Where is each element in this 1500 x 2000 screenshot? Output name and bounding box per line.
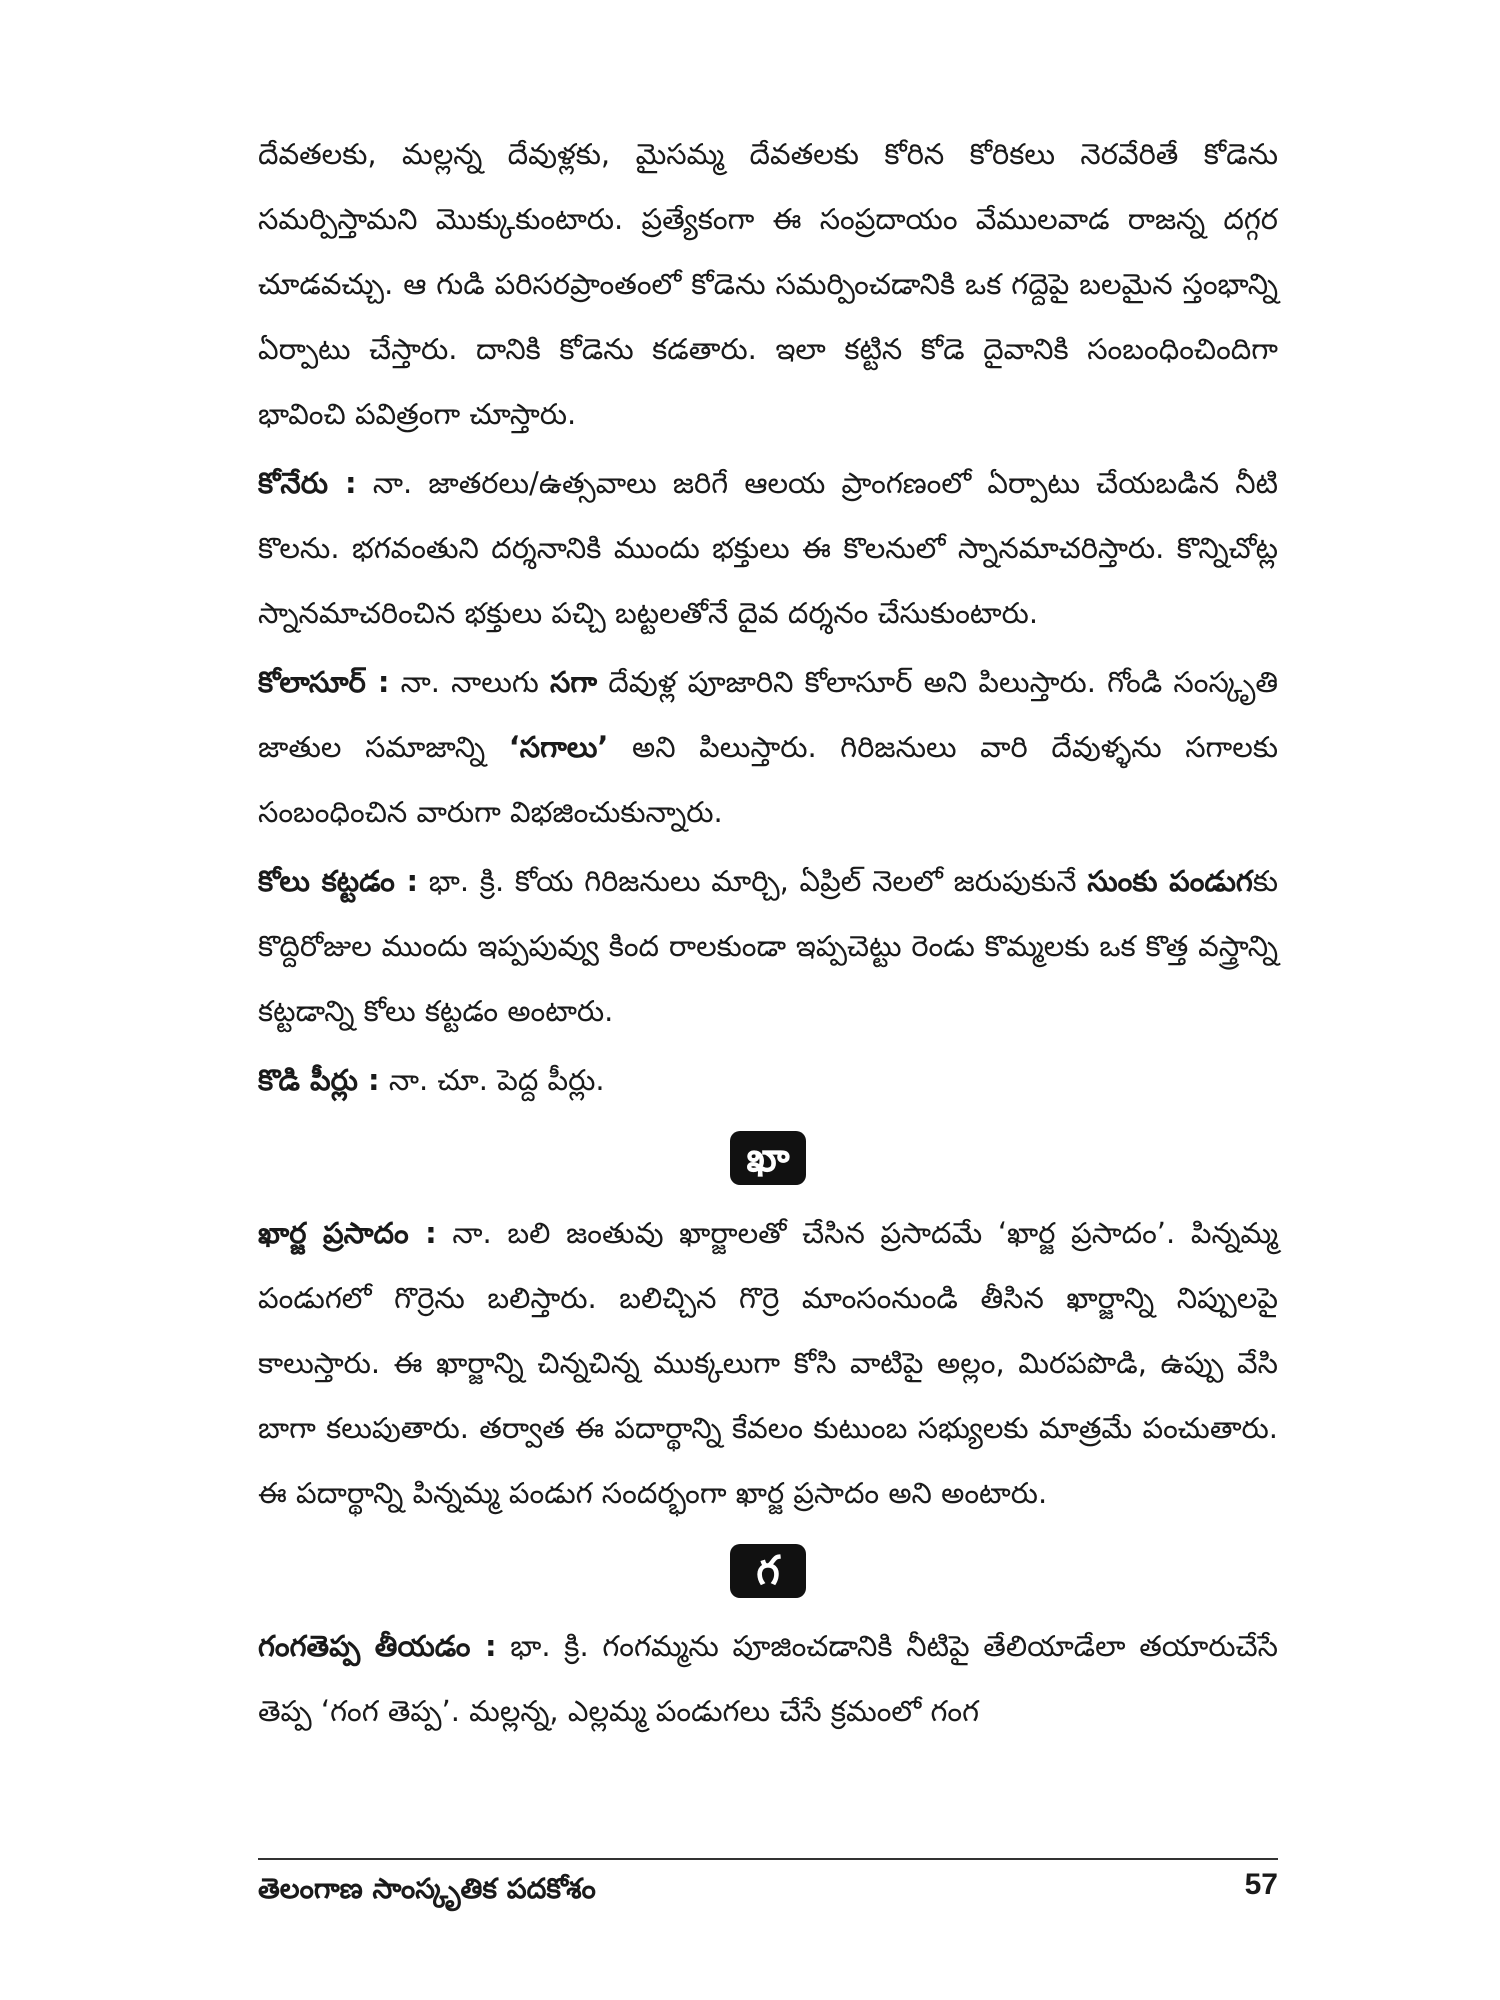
entry-kolu-kattadam bbox=[258, 849, 1278, 1044]
page-content bbox=[258, 122, 1278, 1748]
entry-term: కోలాసూర్ : bbox=[258, 665, 390, 699]
entry-term: కోనేరు : bbox=[258, 466, 357, 500]
entry-kharja-prasadam bbox=[258, 1201, 1278, 1526]
section-letter-badge: గ bbox=[730, 1544, 806, 1598]
entry-gangateppa bbox=[258, 1614, 1278, 1744]
section-letter-ga bbox=[258, 1544, 1278, 1598]
page-number: 57 bbox=[1244, 1868, 1278, 1901]
entry-kodi-peerlu bbox=[258, 1048, 1278, 1113]
entry-term: ఖార్జ ప్రసాదం : bbox=[258, 1216, 437, 1250]
entry-definition: నా. బలి జంతువు ఖార్జాలతో చేసిన ప్రసాదమే ‘ఖార్జ ప్రసాదం’. పిన్నమ్మ పండుగలో గొర్రెను బలిస్తారు. బలిచ్చిన గొర్రె మాంసంనుండి తీసిన ఖార్జాన్ని నిప్పులపై కాలుస్తారు. ఈ ఖార్జాన్ని చిన్నచిన్న ముక్కలుగా కోసి వాటిపై అల్లం, మిరపపొడి, ఉప్పు వేసి బాగా కలుపుతారు. తర్వాత ఈ పదార్థాన్ని కేవలం కుటుంబ సభ్యులకు మాత్రమే పంచుతారు. ఈ పదార్థాన్ని పిన్నమ్మ పండుగ సందర్భంగా ఖార్జ ప్రసాదం అని అంటారు. bbox=[258, 1216, 1278, 1510]
bold-word: ‘సగాలు’ bbox=[508, 730, 609, 764]
bold-word: సుంకు పండుగ bbox=[1087, 864, 1253, 898]
entry-definition: భా. క్రి. గంగమ్మను పూజించడానికి నీటిపై తేలియాడేలా తయారుచేసే తెప్ప ‘గంగ తెప్ప’. మల్లన్న, ఎల్లమ్మ పండుగలు చేసే క్రమంలో గంగ bbox=[258, 1629, 1278, 1728]
bold-word: సగా bbox=[550, 665, 598, 699]
footer-divider bbox=[258, 1858, 1278, 1860]
entry-koneru bbox=[258, 451, 1278, 646]
entry-definition: దేవుళ్ల పూజారిని కోలాసూర్ అని పిలుస్తారు. గోండి సంస్కృతి జాతుల సమాజాన్ని bbox=[258, 665, 1278, 764]
entry-definition: నా. నాలుగు bbox=[389, 665, 551, 699]
entry-definition: నా. జాతరలు/ఉత్సవాలు జరిగే ఆలయ ప్రాంగణంలో ఏర్పాటు చేయబడిన నీటి కొలను. భగవంతుని దర్శనానికి ముందు భక్తులు ఈ కొలనులో స్నానమాచరిస్తారు. కొన్నిచోట్ల స్నానమాచరించిన భక్తులు పచ్చి బట్టలతోనే దైవ దర్శనం చేసుకుంటారు. bbox=[258, 466, 1278, 630]
entry-definition: నా. చూ. పెద్ద పీర్లు. bbox=[379, 1063, 605, 1097]
entry-definition: అని పిలుస్తారు. గిరిజనులు వారి దేవుళ్ళను సగాలకు సంబంధించిన వారుగా విభజించుకున్నారు. bbox=[258, 730, 1278, 829]
footer-book-title: తెలంగాణ సాంస్కృతిక పదకోశం bbox=[258, 1872, 596, 1905]
section-letter-badge: ఖా bbox=[730, 1131, 806, 1185]
entry-term: గంగతెప్ప తీయడం : bbox=[258, 1629, 497, 1663]
entry-kolasur bbox=[258, 650, 1278, 845]
paragraph-intro bbox=[258, 122, 1278, 447]
entry-term: కోలు కట్టడం : bbox=[258, 864, 419, 898]
entry-definition: భా. క్రి. కోయ గిరిజనులు మార్చి, ఏప్రిల్ నెలలో జరుపుకునే bbox=[418, 864, 1088, 898]
paragraph-text: దేవతలకు, మల్లన్న దేవుళ్లకు, మైసమ్మ దేవతలకు కోరిన కోరికలు నెరవేరితే కోడెను సమర్పిస్తామని మొక్కుకుంటారు. ప్రత్యేకంగా ఈ సంప్రదాయం వేములవాడ రాజన్న దగ్గర చూడవచ్చు. ఆ గుడి పరిసరప్రాంతంలో కోడెను సమర్పించడానికి ఒక గద్దెపై బలమైన స్తంభాన్ని ఏర్పాటు చేస్తారు. దానికి కోడెను కడతారు. ఇలా కట్టిన కోడె దైవానికి సంబంధించిందిగా భావించి పవిత్రంగా చూస్తారు. bbox=[258, 137, 1278, 431]
entry-term: కొడి పీర్లు : bbox=[258, 1063, 380, 1097]
section-letter-kha bbox=[258, 1131, 1278, 1185]
entry-definition: కు కొద్దిరోజుల ముందు ఇప్పపువ్వు కింద రాలకుండా ఇప్పచెట్టు రెండు కొమ్మలకు ఒక కొత్త వస్త్రాన్ని కట్టడాన్ని కోలు కట్టడం అంటారు. bbox=[258, 864, 1279, 1028]
